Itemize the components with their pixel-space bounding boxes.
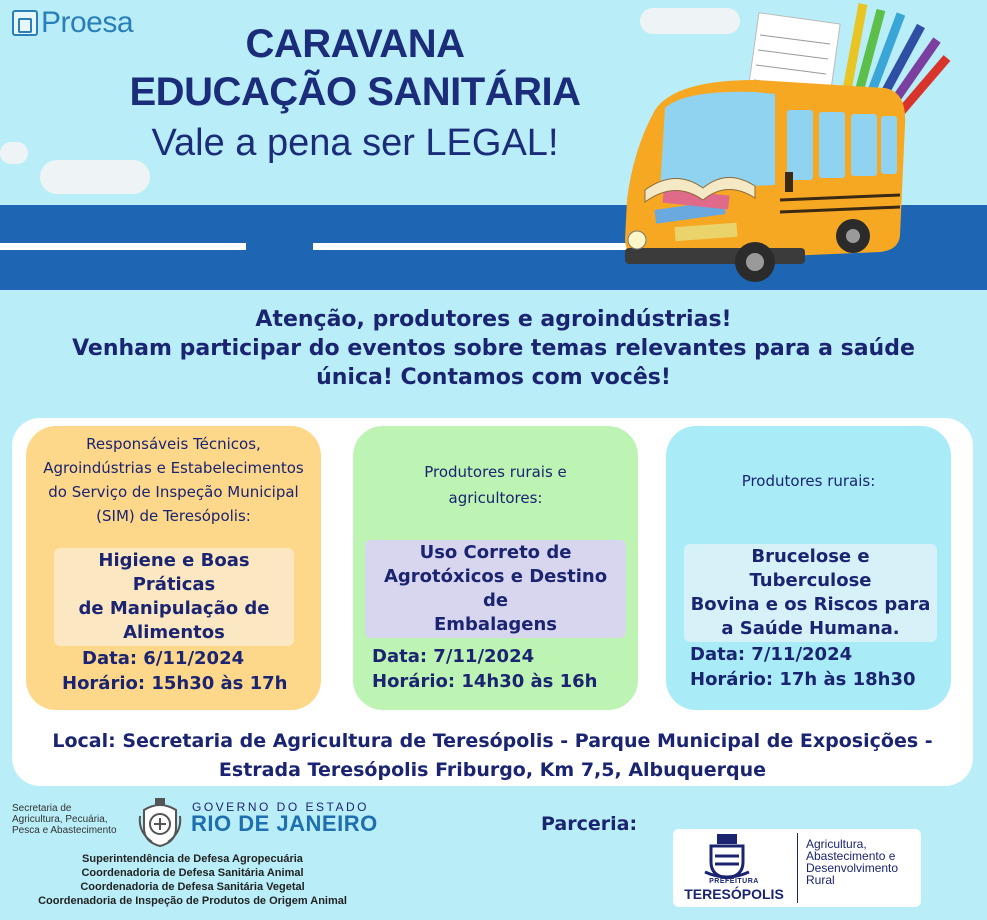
agencies-list xyxy=(15,852,370,908)
agency-item: Coordenadoria de Inspeção de Produtos de Origem Animal xyxy=(38,895,347,907)
gov-state-name: RIO DE JANEIRO xyxy=(191,811,378,836)
event-time: Horário: 14h30 às 16h xyxy=(372,671,598,692)
event-audience: Responsáveis Técnicos, xyxy=(86,435,261,453)
subtitle: Vale a pena ser LEGAL! xyxy=(151,122,559,164)
partner-department-line: Desenvolvimento xyxy=(806,861,899,875)
cloud-decoration xyxy=(0,142,28,164)
secretaria-label xyxy=(12,803,117,836)
event-topic xyxy=(684,544,937,642)
intro-line-2: Venham participar do eventos sobre temas relevantes para a saúde xyxy=(72,336,915,361)
secretaria-line: Pesca e Abastecimento xyxy=(12,825,117,836)
title-line-2: EDUCAÇÃO SANITÁRIA xyxy=(129,70,581,114)
book-icon xyxy=(12,10,38,36)
partnership-label: Parceria: xyxy=(541,813,638,835)
location-line-1: Local: Secretaria de Agricultura de Teresópolis - Parque Municipal de Exposições - xyxy=(52,730,933,752)
event-topic-line: Embalagens xyxy=(433,614,558,635)
cloud-decoration xyxy=(40,160,150,194)
partner-divider xyxy=(797,833,798,903)
event-topic-line: Higiene e Boas Práticas xyxy=(98,550,250,595)
event-card-1 xyxy=(26,426,321,710)
event-topic-line: Brucelose e Tuberculose xyxy=(749,546,872,591)
event-audience: do Serviço de Inspeção Municipal xyxy=(48,483,299,501)
agency-item: Coordenadoria de Defesa Sanitária Vegetal xyxy=(80,881,305,893)
prefeitura-label: PREFEITURA xyxy=(709,878,759,885)
event-time: Horário: 15h30 às 17h xyxy=(62,673,288,694)
event-date: Data: 6/11/2024 xyxy=(82,648,245,669)
secretaria-line: Secretaria de xyxy=(12,803,72,814)
school-bus-illustration xyxy=(615,0,987,295)
partner-department-line: Rural xyxy=(806,873,835,887)
road-lane-line xyxy=(0,243,246,250)
event-time: Horário: 17h às 18h30 xyxy=(690,669,916,690)
intro-line-1: Atenção, produtores e agroindústrias! xyxy=(255,307,732,332)
event-topic xyxy=(365,540,626,638)
agency-item: Coordenadoria de Defesa Sanitária Animal xyxy=(81,867,304,879)
event-topic-line: a Saúde Humana. xyxy=(721,618,900,639)
location-line-2: Estrada Teresópolis Friburgo, Km 7,5, Albuquerque xyxy=(218,759,767,781)
event-audience: agricultores: xyxy=(448,489,543,507)
agency-item: Superintendência de Defesa Agropecuária xyxy=(82,853,303,865)
event-card-3 xyxy=(666,426,951,710)
partner-department xyxy=(806,838,918,886)
event-topic-line: de Manipulação de xyxy=(78,598,270,619)
event-topic-line: Uso Correto de xyxy=(419,542,572,563)
partner-logo xyxy=(673,829,921,907)
event-topic-line: Alimentos xyxy=(123,622,225,643)
prefeitura-city: TERESÓPOLIS xyxy=(684,886,784,902)
event-date: Data: 7/11/2024 xyxy=(372,646,535,667)
state-coat-of-arms-icon xyxy=(136,796,184,848)
brand-name: Proesa xyxy=(41,6,134,39)
secretaria-line: Agricultura, Pecuária, xyxy=(12,814,108,825)
gov-label: GOVERNO DO ESTADO xyxy=(192,800,369,814)
road-lane-line xyxy=(313,243,635,250)
event-topic-line: Bovina e os Riscos para xyxy=(690,594,931,615)
event-card-2 xyxy=(353,426,638,710)
event-audience: (SIM) de Teresópolis: xyxy=(96,507,251,525)
title-line-1: CARAVANA xyxy=(245,22,465,66)
event-audience: Produtores rurais e xyxy=(424,463,567,481)
event-audience: Produtores rurais: xyxy=(741,472,876,490)
event-audience: Agroindústrias e Estabelecimentos xyxy=(43,459,304,477)
event-topic xyxy=(54,548,294,646)
prefeitura-coat-of-arms-icon xyxy=(703,832,751,880)
event-date: Data: 7/11/2024 xyxy=(690,644,853,665)
partner-department-line: Agricultura, xyxy=(806,837,867,851)
intro-line-3: única! Contamos com vocês! xyxy=(316,365,671,390)
partner-department-line: Abastecimento e xyxy=(806,849,896,863)
event-topic-line: Agrotóxicos e Destino de xyxy=(383,566,608,611)
